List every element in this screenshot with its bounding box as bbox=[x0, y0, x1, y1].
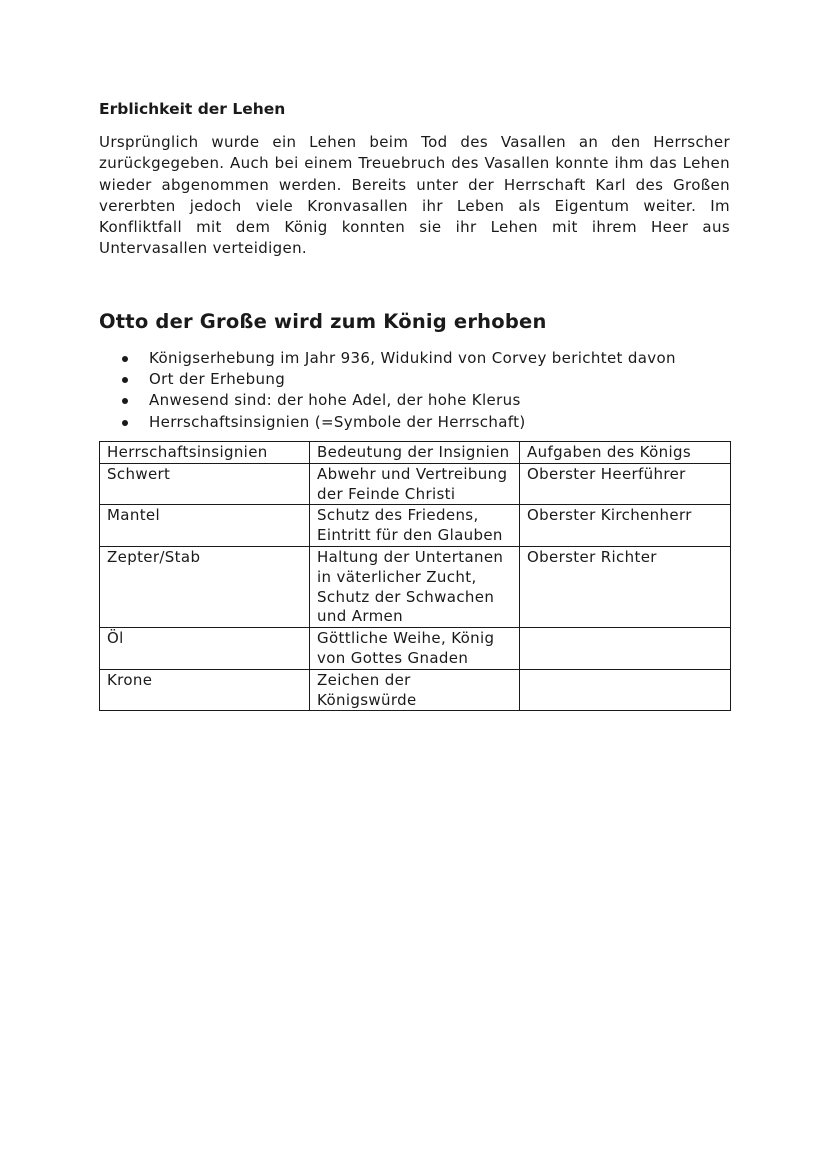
table-row bbox=[100, 505, 731, 547]
bullet-item bbox=[99, 369, 730, 390]
table-cell: Öl bbox=[100, 628, 310, 670]
table-cell: Schutz des Friedens, Eintritt für den Glauben bbox=[310, 505, 520, 547]
table-cell: Oberster Kirchenherr bbox=[520, 505, 731, 547]
table-cell: Schwert bbox=[100, 463, 310, 505]
table-cell: Oberster Heerführer bbox=[520, 463, 731, 505]
table-cell: Mantel bbox=[100, 505, 310, 547]
table-cell: Haltung der Untertanen in väterlicher Zucht, Schutz der Schwachen und Armen bbox=[310, 546, 520, 627]
section-heading-lehen: Erblichkeit der Lehen bbox=[99, 100, 286, 118]
bullet-text: Anwesend sind: der hohe Adel, der hohe Klerus bbox=[149, 391, 521, 410]
table-header-cell: Herrschaftsinsignien bbox=[100, 441, 310, 463]
bullet-item bbox=[99, 390, 730, 411]
bullet-icon bbox=[122, 356, 128, 362]
bullet-list bbox=[99, 348, 730, 433]
table-row bbox=[100, 546, 731, 627]
table-cell bbox=[520, 669, 731, 711]
table-row bbox=[100, 463, 731, 505]
table-cell: Abwehr und Vertreibung der Feinde Christi bbox=[310, 463, 520, 505]
document-page bbox=[99, 98, 730, 711]
bullet-text: Ort der Erhebung bbox=[149, 370, 286, 389]
table-cell: Zepter/Stab bbox=[100, 546, 310, 627]
paragraph-lehen: Ursprünglich wurde ein Lehen beim Tod des Vasallen an den Herrscher zurückgegeben. Auch bei einem Treuebruch des Vasallen konnte ihm das Lehen wieder abgenommen werden. Bereits unter der Herrschaft Karl des Großen vererbten jedoch viele Kronvasallen ihr Leben als Eigentum weiter. Im Konfliktfall mit dem König konnten sie ihr Lehen mit ihrem Heer aus Untervasallen verteidigen. bbox=[99, 133, 730, 258]
table-cell: Zeichen der Königswürde bbox=[310, 669, 520, 711]
bullet-item bbox=[99, 412, 730, 433]
table-header-cell: Aufgaben des Königs bbox=[520, 441, 731, 463]
table-header-cell: Bedeutung der Insignien bbox=[310, 441, 520, 463]
bullet-item bbox=[99, 348, 730, 369]
table-cell: Oberster Richter bbox=[520, 546, 731, 627]
bullet-icon bbox=[122, 420, 128, 426]
bullet-text: Königserhebung im Jahr 936, Widukind von Corvey berichtet davon bbox=[149, 348, 676, 367]
table-row bbox=[100, 628, 731, 670]
table-cell: Krone bbox=[100, 669, 310, 711]
table-cell: Göttliche Weihe, König von Gottes Gnaden bbox=[310, 628, 520, 670]
bullet-icon bbox=[122, 398, 128, 404]
table-cell bbox=[520, 628, 731, 670]
bullet-icon bbox=[122, 377, 128, 383]
bullet-text: Herrschaftsinsignien (=Symbole der Herrschaft) bbox=[149, 412, 526, 431]
table-header-row bbox=[100, 441, 731, 463]
insignia-table bbox=[99, 441, 731, 711]
chapter-title-otto: Otto der Große wird zum König erhoben bbox=[99, 309, 547, 333]
table-row bbox=[100, 669, 731, 711]
